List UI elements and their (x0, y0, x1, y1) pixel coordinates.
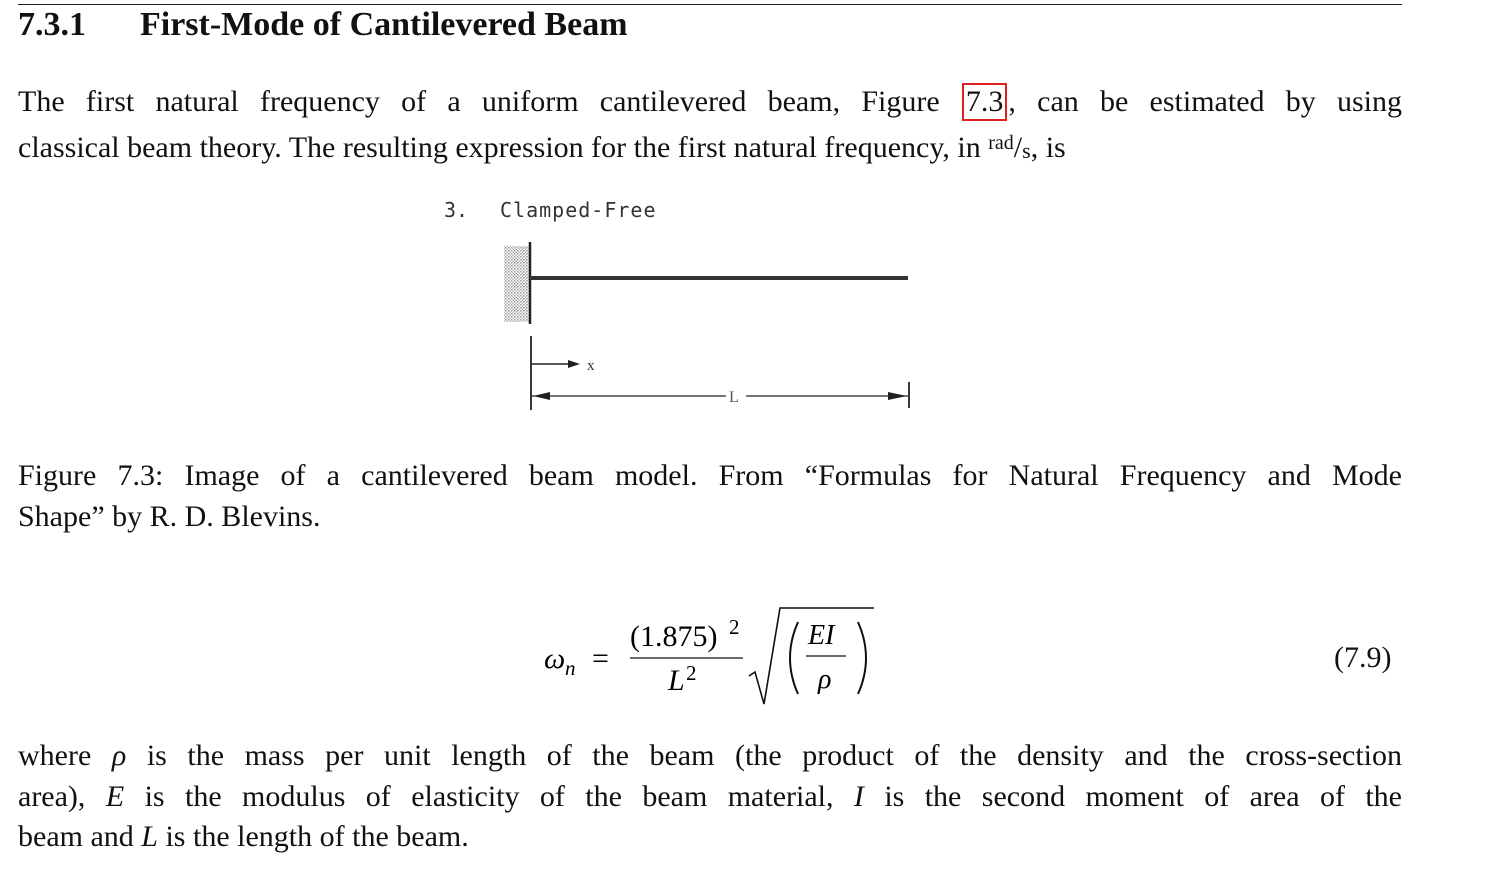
intro-text-2: , can be estimated by using (1008, 85, 1402, 118)
unit-numerator: rad (988, 131, 1014, 154)
explanation-text-7: is the length of the beam. (165, 820, 469, 853)
left-paren (790, 622, 798, 694)
numerator-exponent: 2 (729, 615, 740, 639)
figure-case-title: Clamped-Free (500, 198, 657, 222)
caption-line-2: Shape” by R. D. Blevins. (18, 499, 321, 533)
intro-line-1 (18, 82, 1402, 123)
unit-rad-per-s (988, 131, 1030, 164)
equation-number: (7.9) (1334, 641, 1392, 674)
equation-7-9 (540, 604, 900, 714)
denominator-exponent: 2 (686, 661, 697, 685)
unit-slash: / (1013, 130, 1023, 164)
x-label: x (587, 358, 595, 374)
figure-reference-link[interactable]: 7.3 (962, 83, 1008, 121)
intro-line-2 (18, 123, 1402, 172)
length-arrow-left (533, 392, 550, 400)
figure-caption (18, 456, 1402, 537)
clamped-wall (504, 246, 530, 322)
omega-subscript: n (565, 656, 576, 680)
section-heading (18, 4, 628, 46)
E-symbol: E (105, 779, 125, 813)
fraction-denominator: L (668, 664, 685, 697)
omega-symbol: ω (544, 642, 566, 675)
equation-svg (540, 604, 900, 714)
explanation-line-3 (18, 817, 1402, 858)
section-title: First-Mode of Cantilevered Beam (140, 6, 628, 43)
caption-line-1: Figure 7.3: Image of a cantilevered beam model. From “Formulas for Natural Frequency and Mode (18, 459, 1402, 492)
section-number: 7.3.1 (18, 6, 86, 43)
intro-paragraph (18, 82, 1402, 171)
sqrt-denominator: ρ (818, 664, 832, 695)
length-arrow-right (888, 392, 907, 400)
I-symbol: I (853, 779, 864, 813)
explanation-text-1: where (18, 739, 92, 772)
equals-sign: = (592, 642, 609, 675)
intro-text-3: classical beam theory. The resulting expression for the first natural frequency, in (18, 130, 981, 164)
beam-figure (430, 190, 950, 420)
explanation-text-4: is the modulus of elasticity of the beam material, (144, 779, 834, 813)
explanation-text-2: is the mass per unit length of the beam (the product of the density and the cross-section (146, 739, 1403, 772)
explanation-text-6: beam and (18, 820, 134, 853)
explanation-line-1 (18, 736, 1402, 777)
intro-text-4: , is (1030, 130, 1066, 164)
explanation-line-2 (18, 777, 1402, 818)
sqrt-numerator: EI (808, 620, 835, 651)
explanation-paragraph (18, 736, 1402, 858)
explanation-text-5: is the second moment of area of the (884, 779, 1402, 813)
unit-denominator: s (1022, 137, 1031, 163)
intro-text-1: The first natural frequency of a uniform cantilevered beam, Figure (18, 85, 940, 118)
length-label: L (729, 389, 739, 406)
L-symbol: L (141, 820, 158, 853)
beam-diagram (430, 190, 950, 420)
figure-case-number: 3. (444, 198, 469, 222)
x-arrowhead (568, 360, 580, 368)
rho-symbol: ρ (111, 739, 127, 772)
right-paren (858, 622, 866, 694)
explanation-text-3: area), (18, 779, 86, 813)
fraction-numerator: (1.875) (630, 620, 718, 653)
